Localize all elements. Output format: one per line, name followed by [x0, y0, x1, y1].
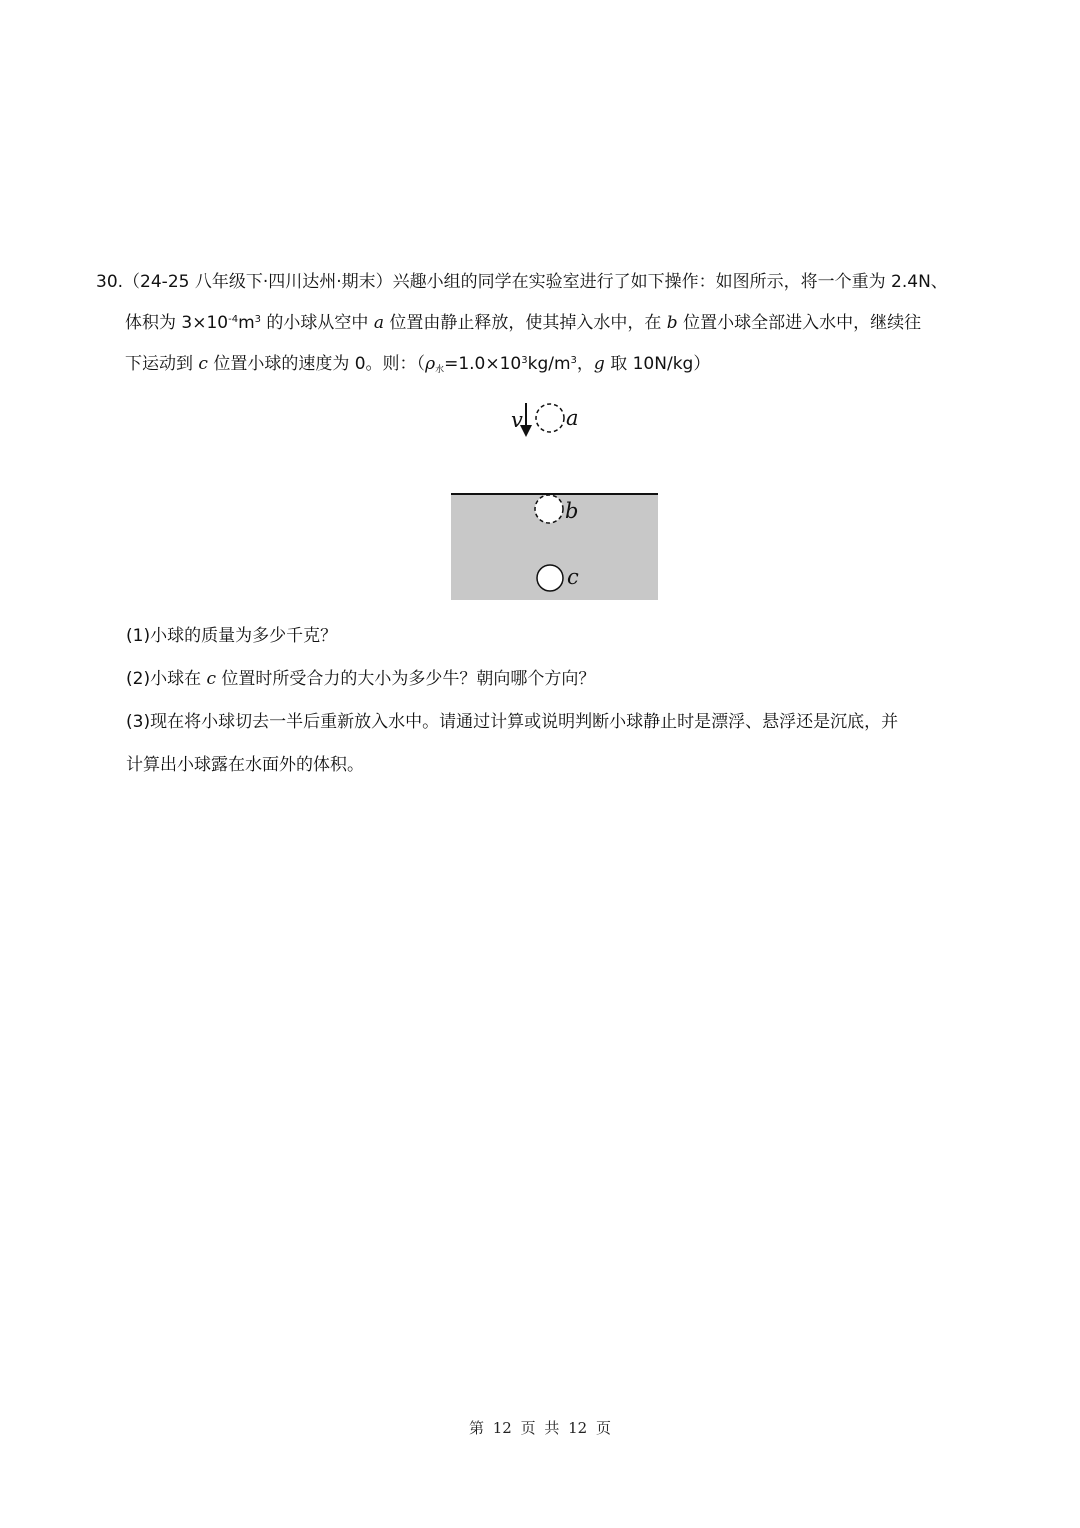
- label-b: b: [565, 499, 579, 523]
- text-segment: 下运动到: [125, 354, 199, 374]
- ball-position-b: [535, 495, 563, 523]
- variable-b: b: [666, 313, 678, 333]
- text-segment: =1.0×10: [444, 354, 522, 374]
- superscript: 3: [521, 355, 528, 366]
- subscript: 水: [435, 365, 445, 375]
- ball-water-figure: [440, 395, 670, 610]
- text-segment: 的小球从空中: [261, 313, 374, 333]
- ball-position-a: [536, 404, 564, 432]
- superscript: 3: [254, 314, 262, 325]
- text-segment: 位置时所受合力的大小为多少牛？朝向哪个方向？: [216, 669, 596, 689]
- sub-question-1: (1)小球的质量为多少千克？: [126, 626, 338, 646]
- text-segment: 体积为 3×10: [125, 313, 229, 333]
- sub-question-3-line-2: 计算出小球露在水面外的体积。: [126, 755, 364, 775]
- sub-question-3-line-1: (3)现在将小球切去一半后重新放入水中。请通过计算或说明判断小球静止时是漂浮、悬浮还是沉底，并: [126, 712, 899, 732]
- sub-question-2: [126, 658, 996, 701]
- ball-position-c: [537, 565, 563, 591]
- text-segment: 位置由静止释放，使其掉入水中，在: [383, 313, 667, 333]
- question-source: （24-25 八年级下·四川达州·期末）: [123, 272, 393, 292]
- label-v: v: [511, 408, 523, 432]
- question-number: 30.: [96, 272, 124, 292]
- question-30: [96, 262, 996, 385]
- variable-a: a: [373, 313, 384, 333]
- text-segment: 位置小球全部进入水中，继续往: [677, 313, 922, 333]
- question-line-3: [96, 344, 996, 385]
- text-segment: ，: [576, 354, 594, 374]
- text-segment: 取 10N/kg）: [604, 354, 711, 374]
- variable-g: g: [593, 354, 605, 374]
- label-c: c: [567, 565, 579, 589]
- rho-symbol: ρ: [425, 354, 436, 374]
- figure-svg: [440, 395, 670, 610]
- text-segment: m: [238, 313, 255, 333]
- text-segment: (2)小球在: [126, 669, 207, 689]
- sub-questions: [126, 615, 996, 787]
- text-segment: 位置小球的速度为 0。则：（: [207, 354, 426, 374]
- question-line-1: [96, 262, 996, 303]
- superscript: 3: [570, 355, 577, 366]
- variable-c: c: [198, 354, 208, 374]
- label-a: a: [566, 406, 579, 430]
- variable-c: c: [206, 669, 217, 689]
- question-text-1: 兴趣小组的同学在实验室进行了如下操作：如图所示，将一个重为 2.4N、: [392, 272, 948, 292]
- text-segment: kg/m: [527, 354, 571, 374]
- superscript: -4: [228, 314, 239, 325]
- question-line-2: [96, 303, 996, 344]
- page-footer: 第 12 页 共 12 页: [468, 1419, 611, 1437]
